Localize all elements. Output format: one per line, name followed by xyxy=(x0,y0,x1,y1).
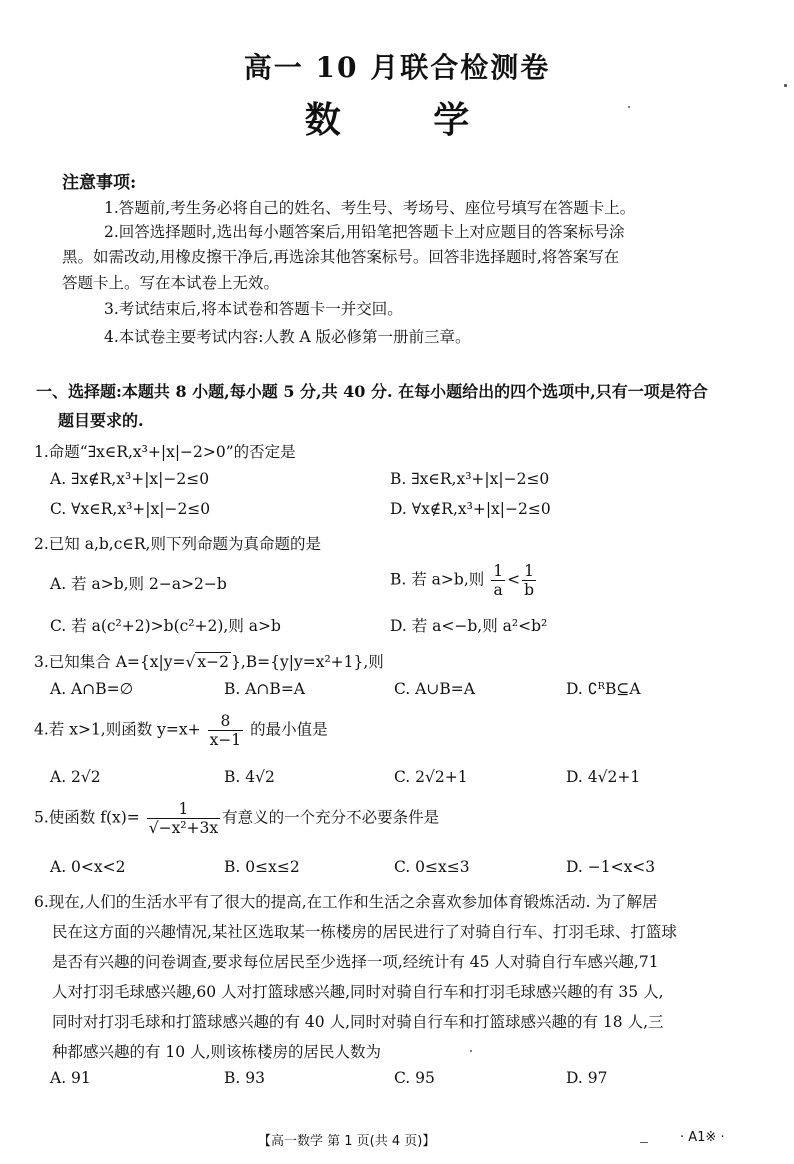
q6-option-d: D. 97 xyxy=(566,1069,608,1087)
scan-speck xyxy=(640,1142,648,1143)
section-heading-line-2: 题目要求的. xyxy=(58,411,144,430)
q4-stem-suffix: 的最小值是 xyxy=(250,720,328,739)
q2-option-a: A. 若 a>b,则 2−a>2−b xyxy=(50,575,227,593)
q3-sqrt-sign: √ xyxy=(185,653,196,671)
q1-option-a: A. ∃x∉R,x³+|x|−2≤0 xyxy=(50,470,210,488)
q2-fraction-1-numerator: 1 xyxy=(493,562,504,580)
q5-option-c: C. 0≤x≤3 xyxy=(394,858,470,876)
q2-fraction-2 xyxy=(522,562,536,599)
q2-less-than: < xyxy=(507,570,521,589)
q2-option-d: D. 若 a<−b,则 a²<b² xyxy=(390,617,548,635)
q4-fraction-denominator: x−1 xyxy=(209,731,242,749)
q5-stem xyxy=(34,800,439,837)
q6-line-6: 种都感兴趣的有 10 人,则该栋楼房的居民人数为 xyxy=(52,1043,382,1061)
notice-line-4: 4.本试卷主要考试内容:人教 A 版必修第一册前三章。 xyxy=(104,328,471,346)
q6-line-2: 民在这方面的兴趣情况,某社区选取某一栋楼房的居民进行了对骑自行车、打羽毛球、打篮球 xyxy=(52,923,677,941)
q5-fraction xyxy=(147,800,220,837)
q4-fraction xyxy=(208,712,244,749)
q3-stem-suffix: },B={y|y=x²+1},则 xyxy=(230,653,384,671)
q3-stem xyxy=(34,650,384,672)
subject-title: 数 学 xyxy=(304,99,510,141)
notice-line-2a: 2.回答选择题时,选出每小题答案后,用铅笔把答题卡上对应题目的答案标号涂 xyxy=(104,223,625,241)
q5-option-b: B. 0≤x≤2 xyxy=(224,858,300,876)
q3-option-d: D. ∁ᴿB⊆A xyxy=(566,680,641,698)
scan-speck xyxy=(784,84,787,87)
q4-option-c: C. 2√2+1 xyxy=(394,768,468,786)
q6-line-4: 人对打羽毛球感兴趣,60 人对打篮球感兴趣,同时对骑自行车和打羽毛球感兴趣的有 35 人, xyxy=(52,983,664,1001)
q2-fraction-1-denominator: a xyxy=(493,581,503,599)
q3-option-b: B. A∩B=A xyxy=(224,680,305,698)
q4-option-d: D. 4√2+1 xyxy=(566,768,641,786)
q2-fraction-2-numerator: 1 xyxy=(522,562,536,581)
section-heading-line-1: 一、选择题:本题共 8 小题,每小题 5 分,共 40 分. 在每小题给出的四个选项中,只有一项是符合 xyxy=(36,382,708,401)
q5-fraction-numerator: 1 xyxy=(147,800,220,819)
q5-option-a: A. 0<x<2 xyxy=(50,858,126,876)
q3-option-c: C. A∪B=A xyxy=(394,680,475,698)
q4-stem xyxy=(34,712,328,749)
q2-option-b-prefix: B. 若 a>b,则 xyxy=(390,570,485,589)
q4-fraction-numerator: 8 xyxy=(208,712,244,731)
q2-stem: 2.已知 a,b,c∈R,则下列命题为真命题的是 xyxy=(34,535,321,553)
q6-line-5: 同时对打羽毛球和打篮球感兴趣的有 40 人,同时对骑自行车和打篮球感兴趣的有 18 人,三 xyxy=(52,1013,664,1031)
q1-option-b: B. ∃x∈R,x³+|x|−2≤0 xyxy=(390,470,550,488)
q5-stem-prefix: 5.使函数 f(x)= xyxy=(34,808,140,827)
q1-stem: 1.命题“∃x∈R,x³+|x|−2>0”的否定是 xyxy=(34,443,296,461)
scan-speck xyxy=(470,1050,472,1052)
q6-line-1: 6.现在,人们的生活水平有了很大的提高,在工作和生活之余喜欢参加体育锻炼活动. 为了解居 xyxy=(34,893,658,911)
q4-stem-prefix: 4.若 x>1,则函数 y=x+ xyxy=(34,720,201,739)
q5-fraction-denominator: √−x²+3x xyxy=(148,819,219,837)
scan-speck xyxy=(628,106,630,108)
q5-stem-suffix: 有意义的一个充分不必要条件是 xyxy=(222,808,440,827)
notice-line-2c: 答题卡上。写在本试卷上无效。 xyxy=(62,274,280,292)
q3-option-a: A. A∩B=∅ xyxy=(50,680,134,698)
q3-sqrt-radicand: x−2 xyxy=(197,653,229,671)
exam-title: 高一 10 月联合检测卷 xyxy=(243,51,551,84)
q2-option-b xyxy=(390,562,538,599)
page-footer: 【高一数学 第 1 页(共 4 页)】 xyxy=(258,1134,436,1149)
q2-fraction-1 xyxy=(491,562,505,599)
q6-line-3: 是否有兴趣的问卷调查,要求每位居民至少选择一项,经统计有 45 人对骑自行车感兴趣,71 xyxy=(52,953,659,971)
q3-stem-prefix: 3.已知集合 A={x|y= xyxy=(34,653,186,671)
q5-option-d: D. −1<x<3 xyxy=(566,858,656,876)
q1-option-d: D. ∀x∉R,x³+|x|−2≤0 xyxy=(390,500,551,518)
q4-option-b: B. 4√2 xyxy=(224,768,275,786)
notice-line-2b: 黑。如需改动,用橡皮擦干净后,再选涂其他答案标号。回答非选择题时,将答案写在 xyxy=(62,248,620,266)
notice-line-1: 1.答题前,考生务必将自己的姓名、考生号、考场号、座位号填写在答题卡上。 xyxy=(104,199,636,217)
q6-option-a: A. 91 xyxy=(50,1069,91,1087)
q1-option-c: C. ∀x∈R,x³+|x|−2≤0 xyxy=(50,500,211,518)
notice-heading: 注意事项: xyxy=(62,173,137,193)
q6-option-c: C. 95 xyxy=(394,1069,435,1087)
q4-option-a: A. 2√2 xyxy=(50,768,101,786)
q6-option-b: B. 93 xyxy=(224,1069,265,1087)
q2-fraction-2-denominator: b xyxy=(524,581,534,599)
notice-line-3: 3.考试结束后,将本试卷和答题卡一并交回。 xyxy=(104,300,403,318)
paper-code: · A1※ · xyxy=(680,1130,725,1145)
q2-option-c: C. 若 a(c²+2)>b(c²+2),则 a>b xyxy=(50,617,281,635)
